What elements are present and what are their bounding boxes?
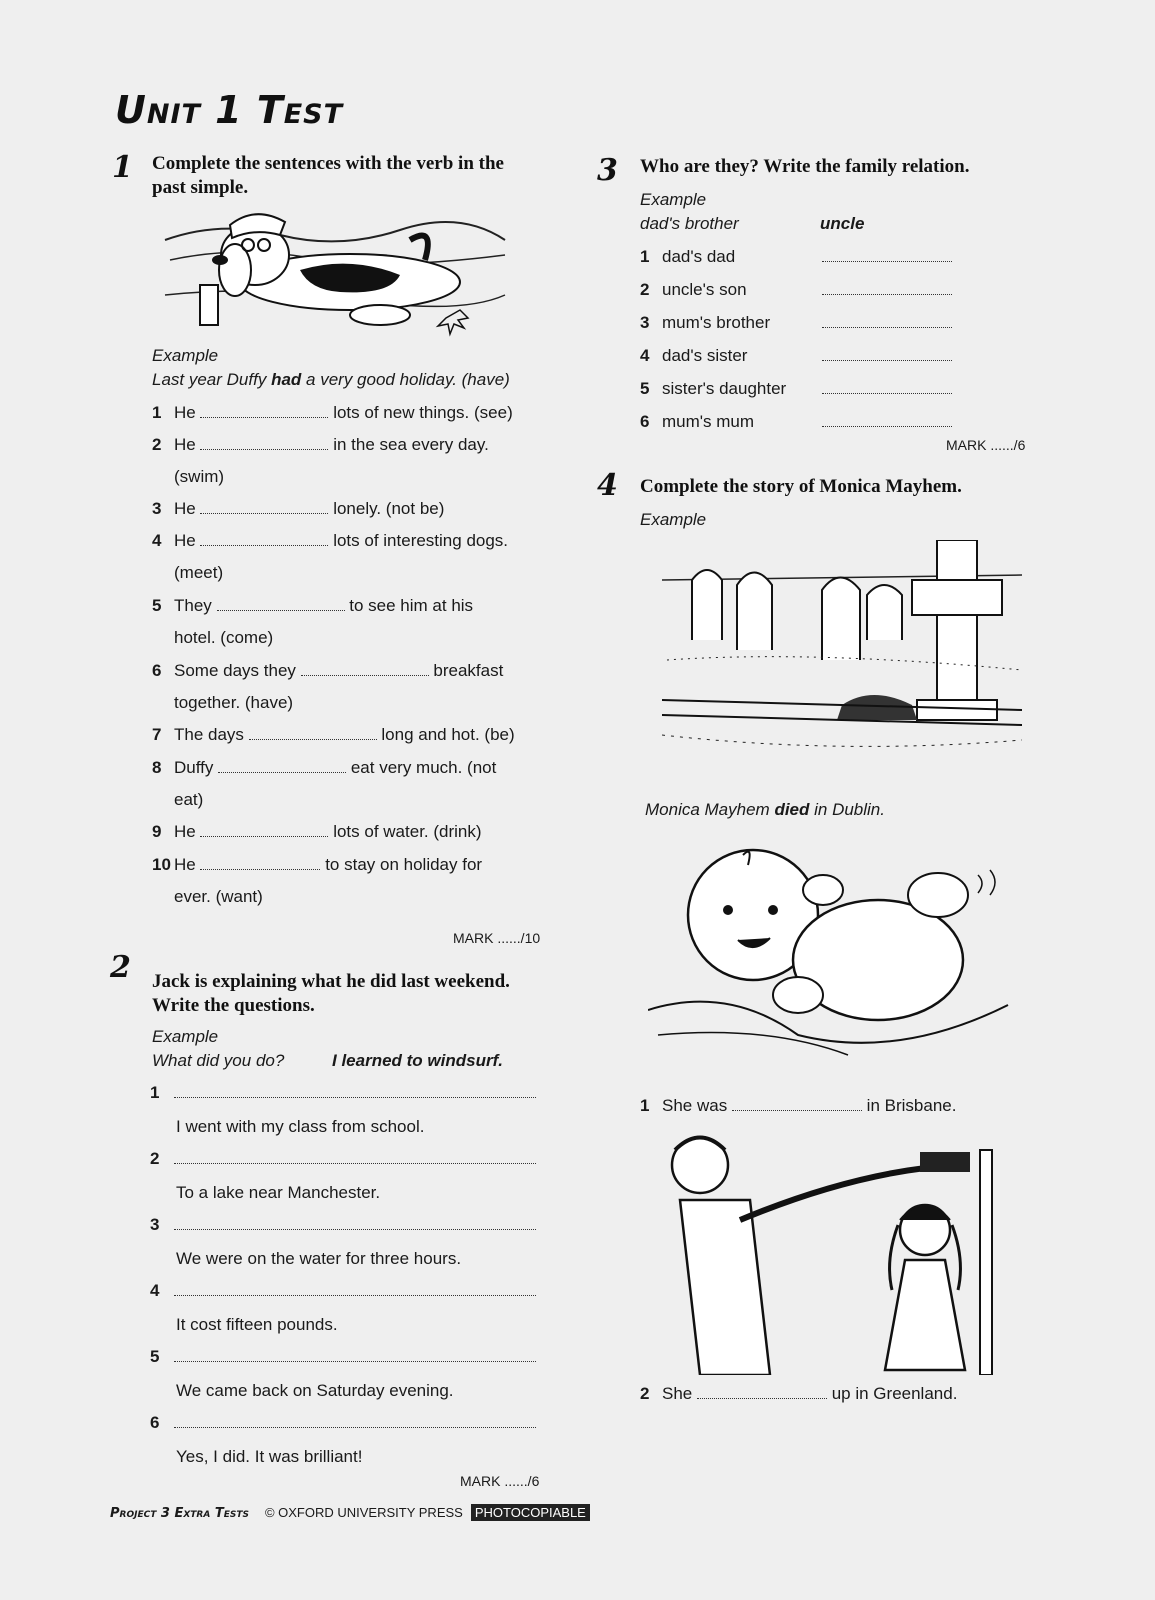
question-blank[interactable] xyxy=(174,1097,536,1098)
relation-blank[interactable] xyxy=(822,426,952,427)
relation-blank[interactable] xyxy=(822,360,952,361)
section-2-mark: MARK ....../6 xyxy=(460,1473,540,1489)
s2-item-5: 5 xyxy=(150,1346,536,1368)
answer-blank[interactable] xyxy=(200,836,328,837)
relation-blank[interactable] xyxy=(822,327,952,328)
section-3-example-question: dad's brother xyxy=(640,214,739,233)
answer-blank[interactable] xyxy=(200,513,328,514)
s2-item-3: 3 xyxy=(150,1214,536,1236)
s1-item-9: 9 He lots of water. (drink) xyxy=(152,822,482,841)
s1-item-10-cont: ever. (want) xyxy=(174,887,263,906)
s3-item-6: 6 mum's mum xyxy=(640,411,952,433)
question-blank[interactable] xyxy=(174,1229,536,1230)
s1-item-10: 10 He to stay on holiday for xyxy=(152,855,483,874)
s1-item-4-cont: (meet) xyxy=(174,563,224,582)
s1-item-1: 1 He lots of new things. (see) xyxy=(152,403,513,422)
s2-item-2: 2 xyxy=(150,1148,536,1170)
s2-item-4: 4 xyxy=(150,1280,536,1302)
question-blank[interactable] xyxy=(174,1295,536,1296)
dog-on-beach-illustration xyxy=(160,200,510,340)
s3-item-3: 3 mum's brother xyxy=(640,312,952,334)
s2-item-3-answer: We were on the water for three hours. xyxy=(176,1249,462,1268)
section-1-heading: Complete the sentences with the verb in the past simple. xyxy=(152,153,504,198)
s1-item-6: 6 Some days they breakfast xyxy=(152,661,504,680)
question-blank[interactable] xyxy=(174,1427,536,1428)
s1-item-2: 2 He in the sea every day. xyxy=(152,435,489,454)
answer-blank[interactable] xyxy=(218,772,346,773)
section-1-mark: MARK ....../10 xyxy=(453,930,541,946)
section-1-number: 1 xyxy=(112,150,133,185)
section-2-example-answer: I learned to windsurf. xyxy=(332,1051,503,1070)
answer-blank[interactable] xyxy=(249,739,377,740)
s4-item-2: 2 She up in Greenland. xyxy=(640,1384,958,1403)
s1-item-5: 5 They to see him at his xyxy=(152,596,474,615)
footer-photocopiable-badge: PHOTOCOPIABLE xyxy=(471,1504,590,1521)
baby-illustration xyxy=(648,835,1018,1065)
section-3-heading: Who are they? Write the family relation. xyxy=(640,156,970,177)
question-blank[interactable] xyxy=(174,1163,536,1164)
section-2-heading-line2: Write the questions. xyxy=(152,995,315,1016)
s1-item-7: 7 The days long and hot. (be) xyxy=(152,725,515,744)
s3-item-2: 2 uncle's son xyxy=(640,279,952,301)
s2-item-4-answer: It cost fifteen pounds. xyxy=(176,1315,338,1334)
s2-item-2-answer: To a lake near Manchester. xyxy=(176,1183,381,1202)
section-2-number: 2 xyxy=(110,950,131,985)
section-4-heading: Complete the story of Monica Mayhem. xyxy=(640,476,962,497)
graveyard-illustration xyxy=(662,540,1022,765)
s2-item-5-answer: We came back on Saturday evening. xyxy=(176,1381,454,1400)
s1-item-8: 8 Duffy eat very much. (not xyxy=(152,758,497,777)
section-3-example-answer: uncle xyxy=(820,214,865,233)
story-blank[interactable] xyxy=(697,1398,827,1399)
s2-item-1: 1 xyxy=(150,1082,536,1104)
s3-item-1: 1 dad's dad xyxy=(640,246,952,268)
section-2-example-label: Example xyxy=(152,1027,219,1046)
s1-item-6-cont: together. (have) xyxy=(174,693,294,712)
section-3-mark: MARK ....../6 xyxy=(946,437,1026,453)
answer-blank[interactable] xyxy=(301,675,429,676)
answer-blank[interactable] xyxy=(217,610,345,611)
footer xyxy=(110,1505,590,1521)
question-blank[interactable] xyxy=(174,1361,536,1362)
s1-item-3: 3 He lonely. (not be) xyxy=(152,499,445,518)
s1-item-5-cont: hotel. (come) xyxy=(174,628,274,647)
s2-item-1-answer: I went with my class from school. xyxy=(176,1117,425,1136)
answer-blank[interactable] xyxy=(200,449,328,450)
relation-blank[interactable] xyxy=(822,393,952,394)
section-3-example-label: Example xyxy=(640,190,707,209)
relation-blank[interactable] xyxy=(822,294,952,295)
s4-item-1: 1 She was in Brisbane. xyxy=(640,1096,957,1115)
section-1-example-answer: had xyxy=(271,370,302,389)
father-measuring-girl-illustration xyxy=(660,1130,1000,1375)
section-3-number: 3 xyxy=(597,153,618,188)
section-2-heading-line1: Jack is explaining what he did last weekend. xyxy=(152,971,510,992)
page-title: Unit 1 Test xyxy=(115,88,344,132)
answer-blank[interactable] xyxy=(200,869,320,870)
s1-item-4: 4 He lots of interesting dogs. xyxy=(152,531,509,550)
s3-item-5: 5 sister's daughter xyxy=(640,378,952,400)
s1-item-2-cont: (swim) xyxy=(174,467,225,486)
section-4-example-answer: died xyxy=(774,800,810,819)
s3-item-4: 4 dad's sister xyxy=(640,345,952,367)
s2-item-6: 6 xyxy=(150,1412,536,1434)
section-1-example-sentence: Last year Duffy had a very good holiday. (have) xyxy=(152,370,510,389)
story-blank[interactable] xyxy=(732,1110,862,1111)
answer-blank[interactable] xyxy=(200,417,328,418)
section-4-example-label: Example xyxy=(640,510,707,529)
s2-item-6-answer: Yes, I did. It was brilliant! xyxy=(176,1447,363,1466)
section-4-example-sentence: Monica Mayhem died in Dublin. xyxy=(645,800,885,819)
footer-publisher: © OXFORD UNIVERSITY PRESS xyxy=(264,1505,463,1520)
relation-blank[interactable] xyxy=(822,261,952,262)
section-4-number: 4 xyxy=(597,468,618,503)
section-1-example-label: Example xyxy=(152,346,219,365)
section-2-example-question: What did you do? xyxy=(152,1051,285,1070)
s1-item-8-cont: eat) xyxy=(174,790,204,809)
answer-blank[interactable] xyxy=(200,545,328,546)
footer-series: Project 3 Extra Tests xyxy=(110,1506,249,1521)
